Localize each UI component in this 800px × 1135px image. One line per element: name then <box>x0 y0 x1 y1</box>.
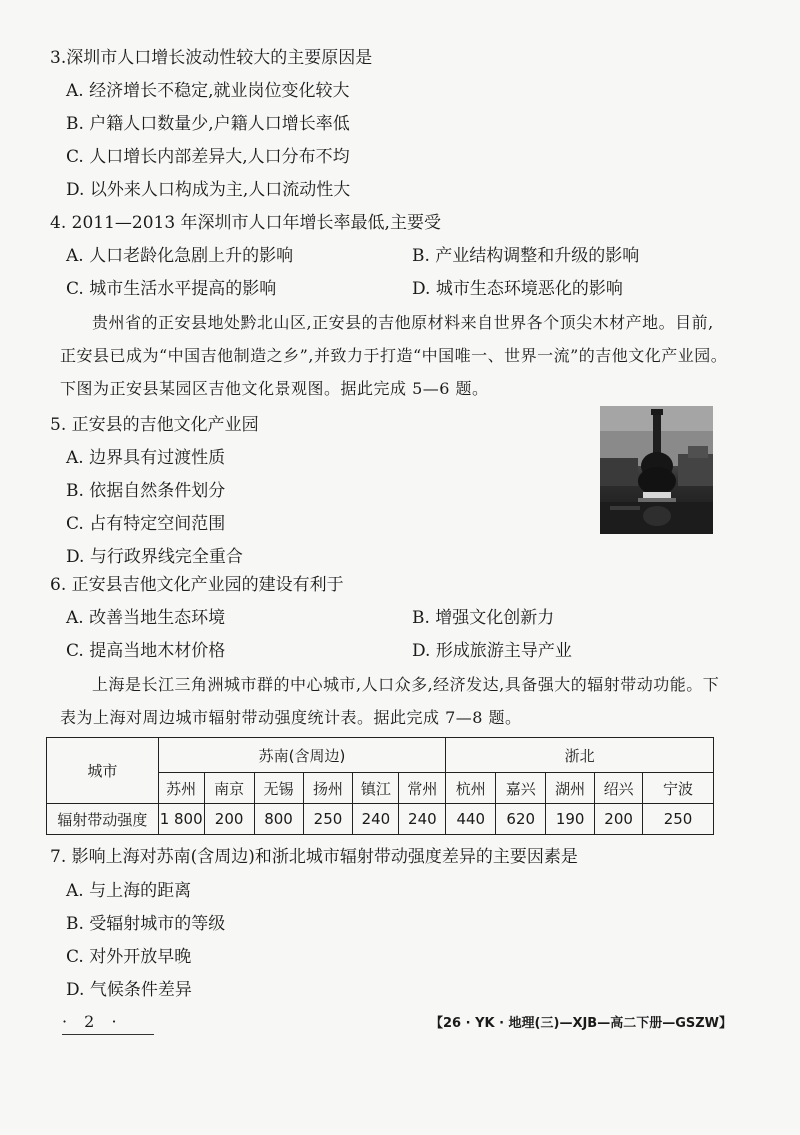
guitar-sculpture-image <box>600 406 713 534</box>
q7-option-d: D. 气候条件差异 <box>66 980 192 1000</box>
city-header-cell: 城市 <box>47 738 159 804</box>
city-cell: 苏州 <box>158 773 204 804</box>
passage-shanghai <box>60 668 728 734</box>
value-cell: 200 <box>204 804 254 835</box>
passage-guitar-text: 贵州省的正安县地处黔北山区,正安县的吉他原材料来自世界各个顶尖木材产地。目前,正安县已成为“中国吉他制造之乡”,并致力于打造“中国唯一、世界一流”的吉他文化产业园。下图为正安县某园区吉他文化景观图。据此完成 5—6 题。 <box>60 313 728 398</box>
q3-option-a: A. 经济增长不稳定,就业岗位变化较大 <box>66 81 350 101</box>
radiation-intensity-table <box>46 737 714 835</box>
q3-option-d: D. 以外来人口构成为主,人口流动性大 <box>66 180 351 200</box>
city-cell: 湖州 <box>546 773 595 804</box>
city-cell: 南京 <box>204 773 254 804</box>
q3-option-b: B. 户籍人口数量少,户籍人口增长率低 <box>66 114 350 134</box>
exam-code: 【26 · YK · 地理(三)—XJB—高二下册—GSZW】 <box>430 1016 733 1031</box>
q4-option-d: D. 城市生态环境恶化的影响 <box>412 279 623 299</box>
city-cell: 无锡 <box>254 773 303 804</box>
q7-stem: 7. 影响上海对苏南(含周边)和浙北城市辐射带动强度差异的主要因素是 <box>50 847 578 867</box>
q6-option-c: C. 提高当地木材价格 <box>66 641 226 661</box>
q3-option-c: C. 人口增长内部差异大,人口分布不均 <box>66 147 350 167</box>
value-cell: 800 <box>254 804 303 835</box>
city-cell: 宁波 <box>643 773 714 804</box>
table-value-row <box>47 804 714 835</box>
q5-option-b: B. 依据自然条件划分 <box>66 481 226 501</box>
city-cell: 绍兴 <box>595 773 643 804</box>
q6-option-b: B. 增强文化创新力 <box>412 608 555 628</box>
q4-option-b: B. 产业结构调整和升级的影响 <box>412 246 640 266</box>
row-label-cell: 辐射带动强度 <box>47 804 159 835</box>
city-cell: 扬州 <box>303 773 353 804</box>
q6-stem: 6. 正安县吉他文化产业园的建设有利于 <box>50 575 344 595</box>
value-cell: 440 <box>446 804 496 835</box>
q4-option-a: A. 人口老龄化急剧上升的影响 <box>66 246 294 266</box>
value-cell: 190 <box>546 804 595 835</box>
passage-guitar <box>60 306 728 405</box>
q6-option-d: D. 形成旅游主导产业 <box>412 641 572 661</box>
q5-option-a: A. 边界具有过渡性质 <box>66 448 226 468</box>
value-cell: 240 <box>353 804 399 835</box>
page-number: · 2 · <box>62 1012 123 1031</box>
city-cell: 嘉兴 <box>496 773 546 804</box>
value-cell: 1 800 <box>158 804 204 835</box>
guitar-landscape-photo <box>600 406 713 534</box>
q5-option-d: D. 与行政界线完全重合 <box>66 547 243 567</box>
q7-option-a: A. 与上海的距离 <box>66 881 192 901</box>
q4-option-c: C. 城市生活水平提高的影响 <box>66 279 277 299</box>
city-cell: 杭州 <box>446 773 496 804</box>
q5-option-c: C. 占有特定空间范围 <box>66 514 226 534</box>
q4-stem: 4. 2011—2013 年深圳市人口年增长率最低,主要受 <box>50 213 441 233</box>
city-cell: 镇江 <box>353 773 399 804</box>
value-cell: 620 <box>496 804 546 835</box>
footer-divider <box>62 1034 154 1035</box>
city-cell: 常州 <box>399 773 446 804</box>
q3-stem: 3.深圳市人口增长波动性较大的主要原因是 <box>50 48 373 68</box>
value-cell: 250 <box>303 804 353 835</box>
value-cell: 200 <box>595 804 643 835</box>
value-cell: 240 <box>399 804 446 835</box>
q7-option-c: C. 对外开放早晚 <box>66 947 192 967</box>
q5-stem: 5. 正安县的吉他文化产业园 <box>50 415 259 435</box>
q6-option-a: A. 改善当地生态环境 <box>66 608 226 628</box>
value-cell: 250 <box>643 804 714 835</box>
group-sunan-header: 苏南(含周边) <box>158 738 446 773</box>
q7-option-b: B. 受辐射城市的等级 <box>66 914 226 934</box>
passage-shanghai-text: 上海是长江三角洲城市群的中心城市,人口众多,经济发达,具备强大的辐射带动功能。下表为上海对周边城市辐射带动强度统计表。据此完成 7—8 题。 <box>60 675 720 727</box>
group-zhebei-header: 浙北 <box>446 738 714 773</box>
table-group-row <box>47 738 714 773</box>
